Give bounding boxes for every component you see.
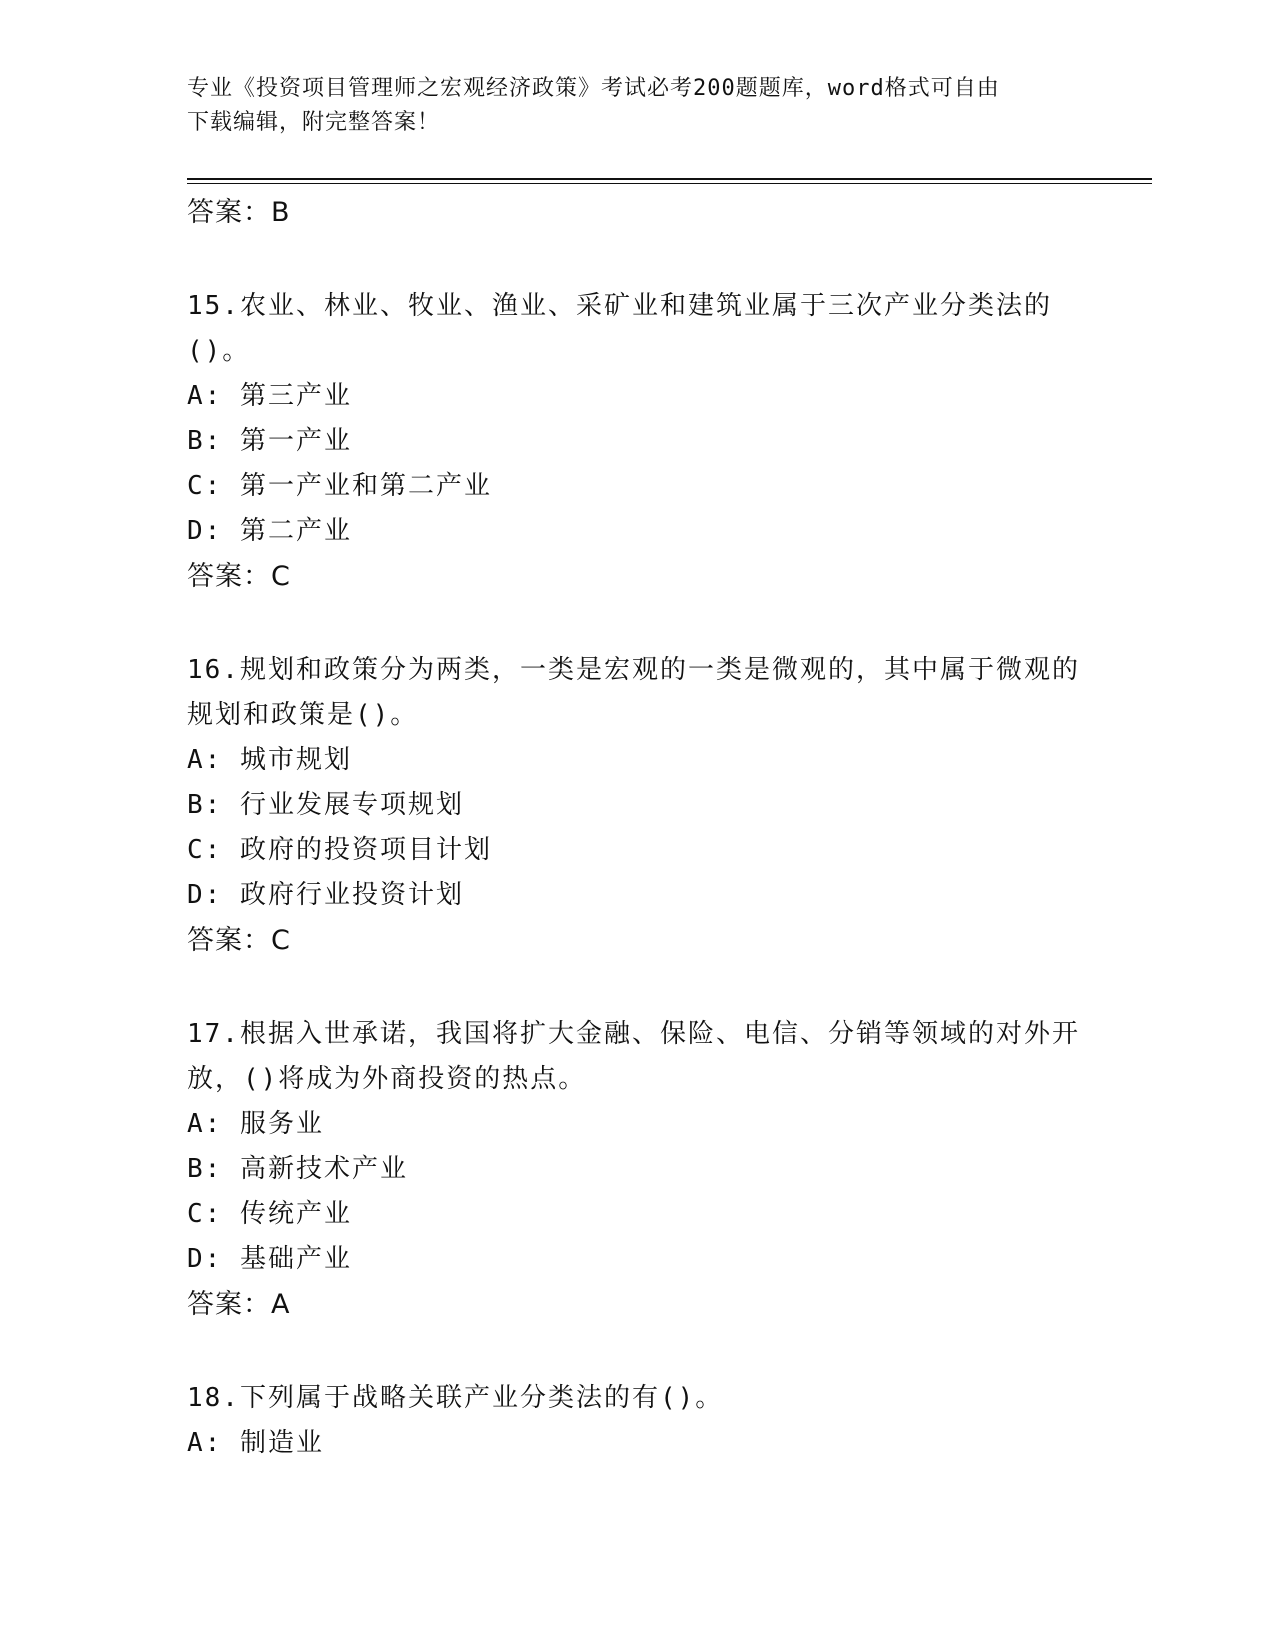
option-c: C: 第一产业和第二产业	[187, 471, 492, 501]
option-d: D: 第二产业	[187, 516, 352, 546]
question-stem: 16.规划和政策分为两类，一类是宏观的一类是微观的，其中属于微观的规划和政策是()。	[187, 655, 1080, 730]
option-d: D: 基础产业	[187, 1244, 352, 1274]
document-header	[187, 72, 1087, 140]
option-b: B: 高新技术产业	[187, 1154, 408, 1184]
option-a: A: 制造业	[187, 1428, 324, 1458]
question-stem: 17.根据入世承诺，我国将扩大金融、保险、电信、分销等领域的对外开放，()将成为外商投资的热点。	[187, 1019, 1080, 1094]
option-d: D: 政府行业投资计划	[187, 880, 464, 910]
header-line-1: 专业《投资项目管理师之宏观经济政策》考试必考200题题库，word格式可自由	[187, 76, 1000, 101]
question-list	[187, 190, 1087, 1466]
header-line-2: 下载编辑，附完整答案！	[187, 110, 441, 135]
option-b: B: 第一产业	[187, 426, 352, 456]
option-c: C: 政府的投资项目计划	[187, 835, 492, 865]
answer-line: 答案：C	[187, 925, 291, 956]
header-divider-thick	[187, 178, 1152, 180]
option-a: A: 城市规划	[187, 745, 352, 775]
question-stem: 15.农业、林业、牧业、渔业、采矿业和建筑业属于三次产业分类法的()。	[187, 291, 1052, 366]
question-15	[187, 284, 1087, 600]
option-b: B: 行业发展专项规划	[187, 790, 464, 820]
question-18	[187, 1376, 1087, 1466]
answer-line: 答案：C	[187, 561, 291, 592]
header-divider-thin	[187, 183, 1152, 184]
question-16	[187, 648, 1087, 964]
question-17	[187, 1012, 1087, 1328]
answer-line: 答案：A	[187, 1289, 291, 1320]
question-stem: 18.下列属于战略关联产业分类法的有()。	[187, 1383, 724, 1413]
option-c: C: 传统产业	[187, 1199, 352, 1229]
option-a: A: 服务业	[187, 1109, 324, 1139]
option-a: A: 第三产业	[187, 381, 352, 411]
answer-line: 答案：B	[187, 197, 291, 228]
